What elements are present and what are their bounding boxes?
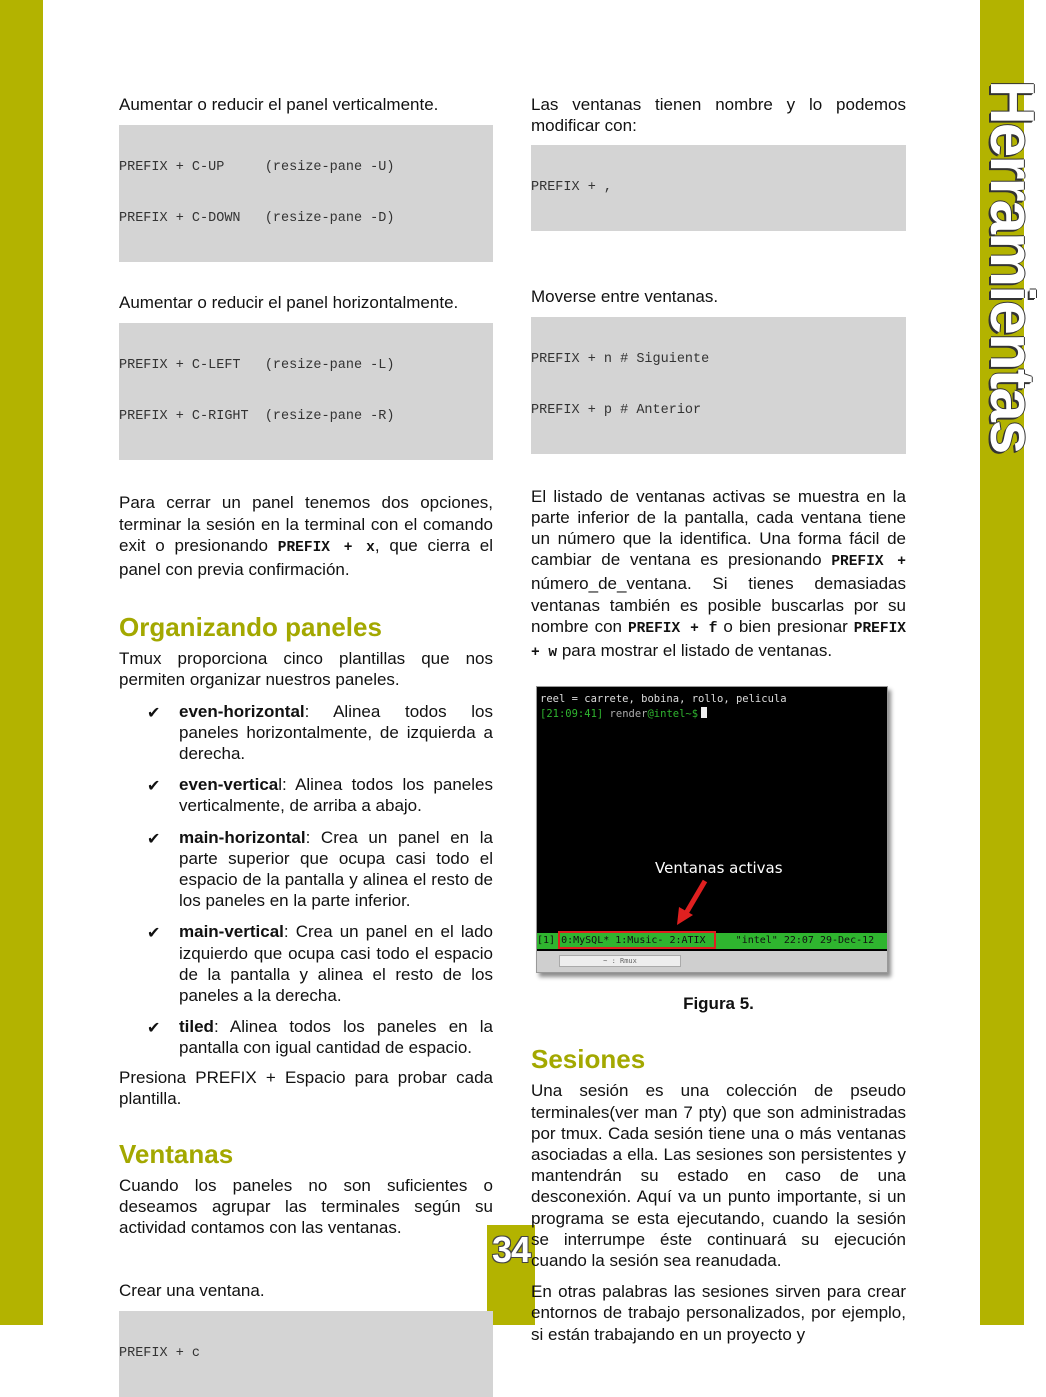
code-block [531,145,906,231]
list-item: ✔ even-vertical: Alinea todos los paneles verticalmente, de arriba a abajo. [147,775,493,816]
list-item: ✔ even-horizontal: Alinea todos los paneles horizontalmente, de izquierda a derecha. [147,701,493,764]
paragraph: Aumentar o reducir el panel horizontalmente. [119,293,459,313]
paragraph: Presiona PREFIX + Espacio para probar cada plantilla. [119,1067,493,1108]
page-number: 34 [491,1229,531,1270]
code-block [119,125,493,262]
red-arrow-icon [673,879,713,927]
left-column [119,94,493,1397]
check-icon: ✔ [147,704,161,722]
check-icon: ✔ [147,778,161,796]
section-title: Herramientas [977,80,1046,453]
paragraph: Una sesión es una colección de pseudo terminales(ver man 7 pty) que son administradas por tmux. Cada sesión tiene una o más ventanas asociadas a ella. Las sesiones son persistentes y mantendrán su estado en caso de una desconexión. Aquí va un punto importante, si un programa se esta ejecutando, cuando la sesión se interrumpe éste continuará su ejecución cuando la sesión sea reanudada. [531,1081,906,1271]
terminal-screenshot [536,686,888,973]
code-block [531,317,906,454]
terminal-line: reel = carrete, bobina, rollo, pelicula [540,693,787,706]
highlight-box [558,931,716,949]
list-item: ✔ tiled: Alinea todos los paneles en la pantalla con igual cantidad de espacio. [147,1017,493,1058]
paragraph: El listado de ventanas activas se muestra en la parte inferior de la pantalla, cada ventana tiene un número que la identifica. Una forma fácil de cambiar de ventana es presionando PREFIX + número_de_ventana. Si tienes demasiadas ventanas también es posible buscarlas por su nombre con PREFIX + f o bien presionar PREFIX + w para mostrar el listado de ventanas. [531,486,906,662]
heading-organizando-paneles: Organizando paneles [119,612,382,643]
heading-ventanas: Ventanas [119,1139,234,1170]
cursor-icon [701,707,707,718]
window-bottom-bar [537,951,887,972]
list-item: ✔ main-horizontal: Crea un panel en la parte superior que ocupa casi todo el espacio de la pantalla y alinea el resto de los paneles en la parte inferior. [147,827,493,911]
check-icon: ✔ [147,830,161,848]
code-line: PREFIX + , [531,180,613,196]
paragraph: Tmux proporciona cinco plantillas que nos permiten organizar nuestros paneles. [119,649,493,690]
paragraph: Para cerrar un panel tenemos dos opciones, terminar la sesión en la terminal con el comando exit o presionando PREFIX + x, que cierra el panel con previa confirmación. [119,493,494,580]
layout-list [119,701,493,1059]
inline-code: PREFIX + x [277,539,375,556]
list-item: ✔ main-vertical: Crea un panel en el lado izquierdo que ocupa casi todo el espacio de la pantalla y alinea el resto de los paneles a la derecha. [147,922,493,1006]
paragraph: En otras palabras las sesiones sirven para crear entornos de trabajo personalizados, por ejemplo, si están trabajando en un proyecto y [531,1282,906,1344]
paragraph: Las ventanas tienen nombre y lo podemos modificar con: [531,95,906,136]
inline-code: PREFIX + [831,554,906,571]
terminal-prompt: [21:09:41] render@intel~$ [540,707,707,720]
inline-code: PREFIX + f [627,620,718,637]
figure-caption: Figura 5. [683,994,754,1014]
paragraph: Cuando los paneles no son suficientes o deseamos agrupar las terminales según su actividad contamos con las ventanas. [119,1176,493,1238]
left-border-bar [0,0,43,1325]
paragraph: Crear una ventana. [119,1280,265,1300]
check-icon: ✔ [147,1020,161,1038]
tmux-status-bar: [1] 0:MySQL* 1:Music- 2:ATIX "intel" 22:07 29-Dec-12 [537,933,887,949]
code-block [119,1311,493,1397]
heading-sesiones: Sesiones [531,1044,646,1075]
code-line: PREFIX + C-RIGHT (resize-pane -R) [119,409,395,425]
taskbar-tab: ~ : Rmux [559,955,681,967]
code-line: PREFIX + C-UP (resize-pane -U) [119,160,395,176]
code-block [119,323,493,460]
paragraph: Moverse entre ventanas. [531,287,719,307]
check-icon: ✔ [147,925,161,943]
code-line: PREFIX + C-LEFT (resize-pane -L) [119,358,395,374]
code-line: PREFIX + c [119,1345,201,1361]
code-line: PREFIX + C-DOWN (resize-pane -D) [119,211,395,227]
code-line: PREFIX + n # Siguiente [531,351,710,367]
annotation-label: Ventanas activas [655,859,783,878]
code-line: PREFIX + p # Anterior [531,402,702,418]
paragraph: Aumentar o reducir el panel verticalmente. [119,95,439,114]
right-column [531,94,906,1345]
inline-code: PREFIX + w [531,620,906,662]
